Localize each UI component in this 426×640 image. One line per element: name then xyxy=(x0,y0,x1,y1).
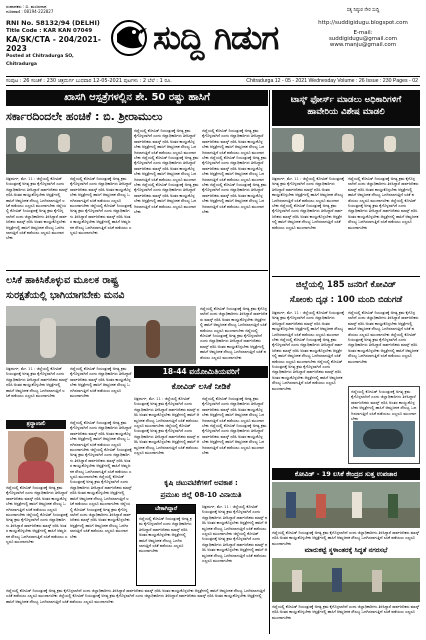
classified-ad-box xyxy=(136,504,196,586)
obituary-title: ಶ್ರದ್ಧಾಂಜಲಿ xyxy=(6,420,66,429)
email-1: suddigidugu@gmail.com xyxy=(328,36,398,42)
postal-reg: KA/SK/CTA - 204/2021-2023 xyxy=(6,35,101,53)
dateline-english: Chitradurga 12 - 05 - 2021 Wednesday Volume : 26 Issue : 230 Pages - 02 xyxy=(246,78,418,84)
bottom-text: ಜಿಲ್ಲೆಯಲ್ಲಿ ಕೋವಿಡ್ ನಿಯಂತ್ರಣಕ್ಕೆ ಅಗತ್ಯ ಕ್ರಮ ಕೈಗೊಳ್ಳಲಾಗಿದೆ ಎಂದು ಜಿಲ್ಲಾಧಿಕಾರಿಗಳು ತಿಳಿಸಿದ್ದಾರೆ ಸಾರ್ವಜನಿಕರು ಮಾಸ್ಕ್ ಧರಿಸಿ ಅಂತರ ಕಾಯ್ದುಕೊಳ್ಳಬೇಕು ಆಸ್ಪತ್ರೆಗಳಲ್ಲಿ ಹಾಸಿಗೆ ಆಮ್ಲಜನಕ ಸೌಲಭ್ಯ ಒದಗಿಸಲಾಗುತ್ತಿದೆ ಲಸಿಕೆ ಪಡೆಯಲು ಎಲ್ಲರೂ ಮುಂದಾಗಬೇಕು ಜಿಲ್ಲೆಯಲ್ಲಿ ಕೋವಿಡ್ ನಿಯಂತ್ರಣಕ್ಕೆ ಅಗತ್ಯ ಕ್ರಮ ಕೈಗೊಳ್ಳಲಾಗಿದೆ ಎಂದು ಜಿಲ್ಲಾಧಿಕಾರಿಗಳು ತಿಳಿಸಿದ್ದಾರೆ ಸಾರ್ವಜನಿಕರು ಮಾಸ್ಕ್ ಧರಿಸಿ ಅಂತರ ಕಾಯ್ದುಕೊಳ್ಳಬೇಕು ಆಸ್ಪತ್ರೆಗಳಲ್ಲಿ ಹಾಸಿಗೆ ಆಮ್ಲಜನಕ ಸೌಲಭ್ಯ ಒದಗಿಸಲಾಗುತ್ತಿದೆ ಲಸಿಕೆ ಪಡೆಯಲು ಎಲ್ಲರೂ ಮುಂದಾಗಬೇಕು xyxy=(6,588,265,604)
farm-headline-line2: ಪ್ರಮುಖ ಜಿಲ್ಲೆ 08-10 ವಿನಾಯಿತಿ xyxy=(160,491,242,499)
blog-url: http://suddigidugu.blogspot.com xyxy=(318,20,408,26)
masthead-right-info xyxy=(306,4,420,72)
vaccine-story-column-1: ಚಿತ್ರದುರ್ಗ, ಮೇ. 11 : ಜಿಲ್ಲೆಯಲ್ಲಿ ಕೋವಿಡ್ ನಿಯಂತ್ರಣಕ್ಕೆ ಅಗತ್ಯ ಕ್ರಮ ಕೈಗೊಳ್ಳಲಾಗಿದೆ ಎಂದು ಜಿಲ್ಲಾಧಿಕಾರಿಗಳು ತಿಳಿಸಿದ್ದಾರೆ ಸಾರ್ವಜನಿಕರು ಮಾಸ್ಕ್ ಧರಿಸಿ ಅಂತರ ಕಾಯ್ದುಕೊಳ್ಳಬೇಕು ಆಸ್ಪತ್ರೆಗಳಲ್ಲಿ ಹಾಸಿಗೆ ಆಮ್ಲಜನಕ ಸೌಲಭ್ಯ ಒದಗಿಸಲಾಗುತ್ತಿದೆ ಲಸಿಕೆ ಪಡೆಯಲು ಎಲ್ಲರೂ ಮುಂದಾಗಬೇಕು xyxy=(6,366,68,399)
story-column-1: ಚಿತ್ರದುರ್ಗ, ಮೇ. 11 : ಜಿಲ್ಲೆಯಲ್ಲಿ ಕೋವಿಡ್ ನಿಯಂತ್ರಣಕ್ಕೆ ಅಗತ್ಯ ಕ್ರಮ ಕೈಗೊಳ್ಳಲಾಗಿದೆ ಎಂದು ಜಿಲ್ಲಾಧಿಕಾರಿಗಳು ತಿಳಿಸಿದ್ದಾರೆ ಸಾರ್ವಜನಿಕರು ಮಾಸ್ಕ್ ಧರಿಸಿ ಅಂತರ ಕಾಯ್ದುಕೊಳ್ಳಬೇಕು ಆಸ್ಪತ್ರೆಗಳಲ್ಲಿ ಹಾಸಿಗೆ ಆಮ್ಲಜನಕ ಸೌಲಭ್ಯ ಒದಗಿಸಲಾಗುತ್ತಿದೆ ಲಸಿಕೆ ಪಡೆಯಲು ಎಲ್ಲರೂ ಮುಂದಾಗಬೇಕು ಜಿಲ್ಲೆಯಲ್ಲಿ ಕೋವಿಡ್ ನಿಯಂತ್ರಣಕ್ಕೆ ಅಗತ್ಯ ಕ್ರಮ ಕೈಗೊಳ್ಳಲಾಗಿದೆ ಎಂದು ಜಿಲ್ಲಾಧಿಕಾರಿಗಳು ತಿಳಿಸಿದ್ದಾರೆ ಸಾರ್ವಜನಿಕರು ಮಾಸ್ಕ್ ಧರಿಸಿ ಅಂತರ ಕಾಯ್ದುಕೊಳ್ಳಬೇಕು ಆಸ್ಪತ್ರೆಗಳಲ್ಲಿ ಹಾಸಿಗೆ ಆಮ್ಲಜನಕ ಸೌಲಭ್ಯ ಒದಗಿಸಲಾಗುತ್ತಿದೆ ಲಸಿಕೆ ಪಡೆಯಲು ಎಲ್ಲರೂ ಮುಂದಾಗಬೇಕು xyxy=(6,176,68,241)
column-divider xyxy=(269,90,270,634)
ad-title: ಬೇಕಾಗಿದ್ದಾರೆ xyxy=(137,505,195,514)
obituary-portrait xyxy=(8,431,64,483)
market-headline: ಮಾರುಕಟ್ಟೆ ಸ್ಥಳಾಂತರಕ್ಕೆ ಸಿದ್ಧತೆ ನಗರಸಭೆ xyxy=(304,546,388,554)
age-headline-line1: 18-44 ವಯೋಮಿತಿಯವರಿಗೆ xyxy=(134,366,268,378)
title-code: Title Code : KAR KAN 07049 xyxy=(6,27,93,34)
rni-number: RNI No. 58132/94 (DELHI) xyxy=(6,19,100,27)
masthead-left-info xyxy=(6,4,106,72)
story-column-2: ಜಿಲ್ಲೆಯಲ್ಲಿ ಕೋವಿಡ್ ನಿಯಂತ್ರಣಕ್ಕೆ ಅಗತ್ಯ ಕ್ರಮ ಕೈಗೊಳ್ಳಲಾಗಿದೆ ಎಂದು ಜಿಲ್ಲಾಧಿಕಾರಿಗಳು ತಿಳಿಸಿದ್ದಾರೆ ಸಾರ್ವಜನಿಕರು ಮಾಸ್ಕ್ ಧರಿಸಿ ಅಂತರ ಕಾಯ್ದುಕೊಳ್ಳಬೇಕು ಆಸ್ಪತ್ರೆಗಳಲ್ಲಿ ಹಾಸಿಗೆ ಆಮ್ಲಜನಕ ಸೌಲಭ್ಯ ಒದಗಿಸಲಾಗುತ್ತಿದೆ ಲಸಿಕೆ ಪಡೆಯಲು ಎಲ್ಲರೂ ಮುಂದಾಗಬೇಕು ಜಿಲ್ಲೆಯಲ್ಲಿ ಕೋವಿಡ್ ನಿಯಂತ್ರಣಕ್ಕೆ ಅಗತ್ಯ ಕ್ರಮ ಕೈಗೊಳ್ಳಲಾಗಿದೆ ಎಂದು ಜಿಲ್ಲಾಧಿಕಾರಿಗಳು ತಿಳಿಸಿದ್ದಾರೆ ಸಾರ್ವಜನಿಕರು ಮಾಸ್ಕ್ ಧರಿಸಿ ಅಂತರ ಕಾಯ್ದುಕೊಳ್ಳಬೇಕು ಆಸ್ಪತ್ರೆಗಳಲ್ಲಿ ಹಾಸಿಗೆ ಆಮ್ಲಜನಕ ಸೌಲಭ್ಯ ಒದಗಿಸಲಾಗುತ್ತಿದೆ ಲಸಿಕೆ ಪಡೆಯಲು ಎಲ್ಲರೂ ಮುಂದಾಗಬೇಕು xyxy=(70,176,132,236)
awareness-poster xyxy=(348,386,420,464)
vaccine-side-text: ಜಿಲ್ಲೆಯಲ್ಲಿ ಕೋವಿಡ್ ನಿಯಂತ್ರಣಕ್ಕೆ ಅಗತ್ಯ ಕ್ರಮ ಕೈಗೊಳ್ಳಲಾಗಿದೆ ಎಂದು ಜಿಲ್ಲಾಧಿಕಾರಿಗಳು ತಿಳಿಸಿದ್ದಾರೆ ಸಾರ್ವಜನಿಕರು ಮಾಸ್ಕ್ ಧರಿಸಿ ಅಂತರ ಕಾಯ್ದುಕೊಳ್ಳಬೇಕು ಆಸ್ಪತ್ರೆಗಳಲ್ಲಿ ಹಾಸಿಗೆ ಆಮ್ಲಜನಕ ಸೌಲಭ್ಯ ಒದಗಿಸಲಾಗುತ್ತಿದೆ ಲಸಿಕೆ ಪಡೆಯಲು ಎಲ್ಲರೂ ಮುಂದಾಗಬೇಕು ಜಿಲ್ಲೆಯಲ್ಲಿ ಕೋವಿಡ್ ನಿಯಂತ್ರಣಕ್ಕೆ ಅಗತ್ಯ ಕ್ರಮ ಕೈಗೊಳ್ಳಲಾಗಿದೆ ಎಂದು ಜಿಲ್ಲಾಧಿಕಾರಿಗಳು ತಿಳಿಸಿದ್ದಾರೆ ಸಾರ್ವಜನಿಕರು ಮಾಸ್ಕ್ ಧರಿಸಿ ಅಂತರ ಕಾಯ್ದುಕೊಳ್ಳಬೇಕು ಆಸ್ಪತ್ರೆಗಳಲ್ಲಿ ಹಾಸಿಗೆ ಆಮ್ಲಜನಕ ಸೌಲಭ್ಯ ಒದಗಿಸಲಾಗುತ್ತಿದೆ ಲಸಿಕೆ ಪಡೆಯಲು ಎಲ್ಲರೂ ಮುಂದಾಗಬೇಕು xyxy=(200,306,268,360)
vaccine-center-photo xyxy=(272,482,420,528)
main-headline-line1: ಖಾಸಗಿ ಆಸ್ಪತ್ರೆಗಳಲ್ಲಿನ ಶೇ. 50 ರಷ್ಟು ಹಾಸಿಗೆ xyxy=(6,90,268,106)
email-2: www.manju@gmail.com xyxy=(329,42,397,48)
ad-text: ಜಿಲ್ಲೆಯಲ್ಲಿ ಕೋವಿಡ್ ನಿಯಂತ್ರಣಕ್ಕೆ ಅಗತ್ಯ ಕ್ರಮ ಕೈಗೊಳ್ಳಲಾಗಿದೆ ಎಂದು ಜಿಲ್ಲಾಧಿಕಾರಿಗಳು ತಿಳಿಸಿದ್ದಾರೆ ಸಾರ್ವಜನಿಕರು ಮಾಸ್ಕ್ ಧರಿಸಿ ಅಂತರ ಕಾಯ್ದುಕೊಳ್ಳಬೇಕು ಆಸ್ಪತ್ರೆಗಳಲ್ಲಿ ಹಾಸಿಗೆ ಆಮ್ಲಜನಕ ಸೌಲಭ್ಯ ಒದಗಿಸಲಾಗುತ್ತಿದೆ ಲಸಿಕೆ ಪಡೆಯಲು ಎಲ್ಲರೂ ಮುಂದಾಗಬೇಕು xyxy=(139,516,192,554)
right-bottom-headline: ಕೋವಿಡ್ - 19 ಲಸಿಕೆ ಕೇಂದ್ರದ ಸುತ್ತ ಉಪಚಾರ xyxy=(272,468,420,480)
vaccination-photo xyxy=(6,306,196,364)
vaccine-story-column-2: ಜಿಲ್ಲೆಯಲ್ಲಿ ಕೋವಿಡ್ ನಿಯಂತ್ರಣಕ್ಕೆ ಅಗತ್ಯ ಕ್ರಮ ಕೈಗೊಳ್ಳಲಾಗಿದೆ ಎಂದು ಜಿಲ್ಲಾಧಿಕಾರಿಗಳು ತಿಳಿಸಿದ್ದಾರೆ ಸಾರ್ವಜನಿಕರು ಮಾಸ್ಕ್ ಧರಿಸಿ ಅಂತರ ಕಾಯ್ದುಕೊಳ್ಳಬೇಕು ಆಸ್ಪತ್ರೆಗಳಲ್ಲಿ ಹಾಸಿಗೆ ಆಮ್ಲಜನಕ ಸೌಲಭ್ಯ ಒದಗಿಸಲಾಗುತ್ತಿದೆ ಲಸಿಕೆ ಪಡೆಯಲು ಎಲ್ಲರೂ ಮುಂದಾಗಬೇಕು xyxy=(70,366,132,399)
right-story-column-2: ಜಿಲ್ಲೆಯಲ್ಲಿ ಕೋವಿಡ್ ನಿಯಂತ್ರಣಕ್ಕೆ ಅಗತ್ಯ ಕ್ರಮ ಕೈಗೊಳ್ಳಲಾಗಿದೆ ಎಂದು ಜಿಲ್ಲಾಧಿಕಾರಿಗಳು ತಿಳಿಸಿದ್ದಾರೆ ಸಾರ್ವಜನಿಕರು ಮಾಸ್ಕ್ ಧರಿಸಿ ಅಂತರ ಕಾಯ್ದುಕೊಳ್ಳಬೇಕು ಆಸ್ಪತ್ರೆಗಳಲ್ಲಿ ಹಾಸಿಗೆ ಆಮ್ಲಜನಕ ಸೌಲಭ್ಯ ಒದಗಿಸಲಾಗುತ್ತಿದೆ ಲಸಿಕೆ ಪಡೆಯಲು ಎಲ್ಲರೂ ಮುಂದಾಗಬೇಕು ಜಿಲ್ಲೆಯಲ್ಲಿ ಕೋವಿಡ್ ನಿಯಂತ್ರಣಕ್ಕೆ ಅಗತ್ಯ ಕ್ರಮ ಕೈಗೊಳ್ಳಲಾಗಿದೆ ಎಂದು ಜಿಲ್ಲಾಧಿಕಾರಿಗಳು ತಿಳಿಸಿದ್ದಾರೆ ಸಾರ್ವಜನಿಕರು ಮಾಸ್ಕ್ ಧರಿಸಿ ಅಂತರ ಕಾಯ್ದುಕೊಳ್ಳಬೇಕು ಆಸ್ಪತ್ರೆಗಳಲ್ಲಿ ಹಾಸಿಗೆ ಆಮ್ಲಜನಕ ಸೌಲಭ್ಯ ಒದಗಿಸಲಾಗುತ್ತಿದೆ ಲಸಿಕೆ ಪಡೆಯಲು ಎಲ್ಲರೂ ಮುಂದಾಗಬೇಕು xyxy=(348,176,419,230)
byline: ಚಿತ್ರದುರ್ಗ, ಮೇ. 11 : xyxy=(6,176,36,181)
farm-headline-line1: ಕೃಷಿ ಚಟುವಟಿಕೆಗಳಿಗೆ ಅವಕಾಶ : xyxy=(164,479,238,487)
covid-story-column-2: ಜಿಲ್ಲೆಯಲ್ಲಿ ಕೋವಿಡ್ ನಿಯಂತ್ರಣಕ್ಕೆ ಅಗತ್ಯ ಕ್ರಮ ಕೈಗೊಳ್ಳಲಾಗಿದೆ ಎಂದು ಜಿಲ್ಲಾಧಿಕಾರಿಗಳು ತಿಳಿಸಿದ್ದಾರೆ ಸಾರ್ವಜನಿಕರು ಮಾಸ್ಕ್ ಧರಿಸಿ ಅಂತರ ಕಾಯ್ದುಕೊಳ್ಳಬೇಕು ಆಸ್ಪತ್ರೆಗಳಲ್ಲಿ ಹಾಸಿಗೆ ಆಮ್ಲಜನಕ ಸೌಲಭ್ಯ ಒದಗಿಸಲಾಗುತ್ತಿದೆ ಲಸಿಕೆ ಪಡೆಯಲು ಎಲ್ಲರೂ ಮುಂದಾಗಬೇಕು ಜಿಲ್ಲೆಯಲ್ಲಿ ಕೋವಿಡ್ ನಿಯಂತ್ರಣಕ್ಕೆ ಅಗತ್ಯ ಕ್ರಮ ಕೈಗೊಳ್ಳಲಾಗಿದೆ ಎಂದು ಜಿಲ್ಲಾಧಿಕಾರಿಗಳು ತಿಳಿಸಿದ್ದಾರೆ ಸಾರ್ವಜನಿಕರು ಮಾಸ್ಕ್ ಧರಿಸಿ ಅಂತರ ಕಾಯ್ದುಕೊಳ್ಳಬೇಕು ಆಸ್ಪತ್ರೆಗಳಲ್ಲಿ ಹಾಸಿಗೆ ಆಮ್ಲಜನಕ ಸೌಲಭ್ಯ ಒದಗಿಸಲಾಗುತ್ತಿದೆ ಲಸಿಕೆ ಪಡೆಯಲು ಎಲ್ಲರೂ ಮುಂದಾಗಬೇಕು xyxy=(348,310,419,364)
meeting-photo-1 xyxy=(6,128,132,174)
main-headline-line2: ಸರ್ಕಾರದಿಂದಲೇ ಹಂಚಿಕೆ : ಬಿ. ಶ್ರೀರಾಮುಲು xyxy=(6,110,163,123)
covid-headline-line2: ಸೋಂಕು ದೃಢ : 100 ಮಂದಿ ಬಿಡುಗಡೆ xyxy=(289,295,403,305)
logo-title: ಸುದ್ದಿ ಗಿಡುಗ xyxy=(153,18,279,57)
age-story-column-1: ಚಿತ್ರದುರ್ಗ, ಮೇ. 11 : ಜಿಲ್ಲೆಯಲ್ಲಿ ಕೋವಿಡ್ ನಿಯಂತ್ರಣಕ್ಕೆ ಅಗತ್ಯ ಕ್ರಮ ಕೈಗೊಳ್ಳಲಾಗಿದೆ ಎಂದು ಜಿಲ್ಲಾಧಿಕಾರಿಗಳು ತಿಳಿಸಿದ್ದಾರೆ ಸಾರ್ವಜನಿಕರು ಮಾಸ್ಕ್ ಧರಿಸಿ ಅಂತರ ಕಾಯ್ದುಕೊಳ್ಳಬೇಕು ಆಸ್ಪತ್ರೆಗಳಲ್ಲಿ ಹಾಸಿಗೆ ಆಮ್ಲಜನಕ ಸೌಲಭ್ಯ ಒದಗಿಸಲಾಗುತ್ತಿದೆ ಲಸಿಕೆ ಪಡೆಯಲು ಎಲ್ಲರೂ ಮುಂದಾಗಬೇಕು ಜಿಲ್ಲೆಯಲ್ಲಿ ಕೋವಿಡ್ ನಿಯಂತ್ರಣಕ್ಕೆ ಅಗತ್ಯ ಕ್ರಮ ಕೈಗೊಳ್ಳಲಾಗಿದೆ ಎಂದು ಜಿಲ್ಲಾಧಿಕಾರಿಗಳು ತಿಳಿಸಿದ್ದಾರೆ ಸಾರ್ವಜನಿಕರು ಮಾಸ್ಕ್ ಧರಿಸಿ ಅಂತರ ಕಾಯ್ದುಕೊಳ್ಳಬೇಕು ಆಸ್ಪತ್ರೆಗಳಲ್ಲಿ ಹಾಸಿಗೆ ಆಮ್ಲಜನಕ ಸೌಲಭ್ಯ ಒದಗಿಸಲಾಗುತ್ತಿದೆ ಲಸಿಕೆ ಪಡೆಯಲು ಎಲ್ಲರೂ ಮುಂದಾಗಬೇಕು xyxy=(134,396,200,456)
editor-line: ಸಂಪಾದಕರು : ಬಿ. ಮಂಜುನಾಥ xyxy=(6,4,47,9)
posted-at: Posted at Chitradurga SO, Chitradurga xyxy=(6,54,74,67)
story-column-4: ಜಿಲ್ಲೆಯಲ್ಲಿ ಕೋವಿಡ್ ನಿಯಂತ್ರಣಕ್ಕೆ ಅಗತ್ಯ ಕ್ರಮ ಕೈಗೊಳ್ಳಲಾಗಿದೆ ಎಂದು ಜಿಲ್ಲಾಧಿಕಾರಿಗಳು ತಿಳಿಸಿದ್ದಾರೆ ಸಾರ್ವಜನಿಕರು ಮಾಸ್ಕ್ ಧರಿಸಿ ಅಂತರ ಕಾಯ್ದುಕೊಳ್ಳಬೇಕು ಆಸ್ಪತ್ರೆಗಳಲ್ಲಿ ಹಾಸಿಗೆ ಆಮ್ಲಜನಕ ಸೌಲಭ್ಯ ಒದಗಿಸಲಾಗುತ್ತಿದೆ ಲಸಿಕೆ ಪಡೆಯಲು ಎಲ್ಲರೂ ಮುಂದಾಗಬೇಕು ಜಿಲ್ಲೆಯಲ್ಲಿ ಕೋವಿಡ್ ನಿಯಂತ್ರಣಕ್ಕೆ ಅಗತ್ಯ ಕ್ರಮ ಕೈಗೊಳ್ಳಲಾಗಿದೆ ಎಂದು ಜಿಲ್ಲಾಧಿಕಾರಿಗಳು ತಿಳಿಸಿದ್ದಾರೆ ಸಾರ್ವಜನಿಕರು ಮಾಸ್ಕ್ ಧರಿಸಿ ಅಂತರ ಕಾಯ್ದುಕೊಳ್ಳಬೇಕು ಆಸ್ಪತ್ರೆಗಳಲ್ಲಿ ಹಾಸಿಗೆ ಆಮ್ಲಜನಕ ಸೌಲಭ್ಯ ಒದಗಿಸಲಾಗುತ್ತಿದೆ ಲಸಿಕೆ ಪಡೆಯಲು ಎಲ್ಲರೂ ಮುಂದಾಗಬೇಕು ಜಿಲ್ಲೆಯಲ್ಲಿ ಕೋವಿಡ್ ನಿಯಂತ್ರಣಕ್ಕೆ ಅಗತ್ಯ ಕ್ರಮ ಕೈಗೊಳ್ಳಲಾಗಿದೆ ಎಂದು ಜಿಲ್ಲಾಧಿಕಾರಿಗಳು ತಿಳಿಸಿದ್ದಾರೆ ಸಾರ್ವಜನಿಕರು ಮಾಸ್ಕ್ ಧರಿಸಿ ಅಂತರ ಕಾಯ್ದುಕೊಳ್ಳಬೇಕು ಆಸ್ಪತ್ರೆಗಳಲ್ಲಿ ಹಾಸಿಗೆ ಆಮ್ಲಜನಕ ಸೌಲಭ್ಯ ಒದಗಿಸಲಾಗುತ್ತಿದೆ ಲಸಿಕೆ ಪಡೆಯಲು ಎಲ್ಲರೂ ಮುಂದಾಗಬೇಕು xyxy=(202,128,267,215)
covid-story-column-1: ಚಿತ್ರದುರ್ಗ, ಮೇ. 11 : ಜಿಲ್ಲೆಯಲ್ಲಿ ಕೋವಿಡ್ ನಿಯಂತ್ರಣಕ್ಕೆ ಅಗತ್ಯ ಕ್ರಮ ಕೈಗೊಳ್ಳಲಾಗಿದೆ ಎಂದು ಜಿಲ್ಲಾಧಿಕಾರಿಗಳು ತಿಳಿಸಿದ್ದಾರೆ ಸಾರ್ವಜನಿಕರು ಮಾಸ್ಕ್ ಧರಿಸಿ ಅಂತರ ಕಾಯ್ದುಕೊಳ್ಳಬೇಕು ಆಸ್ಪತ್ರೆಗಳಲ್ಲಿ ಹಾಸಿಗೆ ಆಮ್ಲಜನಕ ಸೌಲಭ್ಯ ಒದಗಿಸಲಾಗುತ್ತಿದೆ ಲಸಿಕೆ ಪಡೆಯಲು ಎಲ್ಲರೂ ಮುಂದಾಗಬೇಕು ಜಿಲ್ಲೆಯಲ್ಲಿ ಕೋವಿಡ್ ನಿಯಂತ್ರಣಕ್ಕೆ ಅಗತ್ಯ ಕ್ರಮ ಕೈಗೊಳ್ಳಲಾಗಿದೆ ಎಂದು ಜಿಲ್ಲಾಧಿಕಾರಿಗಳು ತಿಳಿಸಿದ್ದಾರೆ ಸಾರ್ವಜನಿಕರು ಮಾಸ್ಕ್ ಧರಿಸಿ ಅಂತರ ಕಾಯ್ದುಕೊಳ್ಳಬೇಕು ಆಸ್ಪತ್ರೆಗಳಲ್ಲಿ ಹಾಸಿಗೆ ಆಮ್ಲಜನಕ ಸೌಲಭ್ಯ ಒದಗಿಸಲಾಗುತ್ತಿದೆ ಲಸಿಕೆ ಪಡೆಯಲು ಎಲ್ಲರೂ ಮುಂದಾಗಬೇಕು ಜಿಲ್ಲೆಯಲ್ಲಿ ಕೋವಿಡ್ ನಿಯಂತ್ರಣಕ್ಕೆ ಅಗತ್ಯ ಕ್ರಮ ಕೈಗೊಳ್ಳಲಾಗಿದೆ ಎಂದು ಜಿಲ್ಲಾಧಿಕಾರಿಗಳು ತಿಳಿಸಿದ್ದಾರೆ ಸಾರ್ವಜನಿಕರು ಮಾಸ್ಕ್ ಧರಿಸಿ ಅಂತರ ಕಾಯ್ದುಕೊಳ್ಳಬೇಕು ಆಸ್ಪತ್ರೆಗಳಲ್ಲಿ ಹಾಸಿಗೆ ಆಮ್ಲಜನಕ ಸೌಲಭ್ಯ ಒದಗಿಸಲಾಗುತ್ತಿದೆ ಲಸಿಕೆ ಪಡೆಯಲು ಎಲ್ಲರೂ ಮುಂದಾಗಬೇಕು xyxy=(272,310,345,391)
meeting-photo-2 xyxy=(272,128,420,174)
poster-image xyxy=(353,421,415,457)
story-column-3: ಜಿಲ್ಲೆಯಲ್ಲಿ ಕೋವಿಡ್ ನಿಯಂತ್ರಣಕ್ಕೆ ಅಗತ್ಯ ಕ್ರಮ ಕೈಗೊಳ್ಳಲಾಗಿದೆ ಎಂದು ಜಿಲ್ಲಾಧಿಕಾರಿಗಳು ತಿಳಿಸಿದ್ದಾರೆ ಸಾರ್ವಜನಿಕರು ಮಾಸ್ಕ್ ಧರಿಸಿ ಅಂತರ ಕಾಯ್ದುಕೊಳ್ಳಬೇಕು ಆಸ್ಪತ್ರೆಗಳಲ್ಲಿ ಹಾಸಿಗೆ ಆಮ್ಲಜನಕ ಸೌಲಭ್ಯ ಒದಗಿಸಲಾಗುತ್ತಿದೆ ಲಸಿಕೆ ಪಡೆಯಲು ಎಲ್ಲರೂ ಮುಂದಾಗಬೇಕು ಜಿಲ್ಲೆಯಲ್ಲಿ ಕೋವಿಡ್ ನಿಯಂತ್ರಣಕ್ಕೆ ಅಗತ್ಯ ಕ್ರಮ ಕೈಗೊಳ್ಳಲಾಗಿದೆ ಎಂದು ಜಿಲ್ಲಾಧಿಕಾರಿಗಳು ತಿಳಿಸಿದ್ದಾರೆ ಸಾರ್ವಜನಿಕರು ಮಾಸ್ಕ್ ಧರಿಸಿ ಅಂತರ ಕಾಯ್ದುಕೊಳ್ಳಬೇಕು ಆಸ್ಪತ್ರೆಗಳಲ್ಲಿ ಹಾಸಿಗೆ ಆಮ್ಲಜನಕ ಸೌಲಭ್ಯ ಒದಗಿಸಲಾಗುತ್ತಿದೆ ಲಸಿಕೆ ಪಡೆಯಲು ಎಲ್ಲರೂ ಮುಂದಾಗಬೇಕು ಜಿಲ್ಲೆಯಲ್ಲಿ ಕೋವಿಡ್ ನಿಯಂತ್ರಣಕ್ಕೆ ಅಗತ್ಯ ಕ್ರಮ ಕೈಗೊಳ್ಳಲಾಗಿದೆ ಎಂದು ಜಿಲ್ಲಾಧಿಕಾರಿಗಳು ತಿಳಿಸಿದ್ದಾರೆ ಸಾರ್ವಜನಿಕರು ಮಾಸ್ಕ್ ಧರಿಸಿ ಅಂತರ ಕಾಯ್ದುಕೊಳ್ಳಬೇಕು ಆಸ್ಪತ್ರೆಗಳಲ್ಲಿ ಹಾಸಿಗೆ ಆಮ್ಲಜನಕ ಸೌಲಭ್ಯ ಒದಗಿಸಲಾಗುತ್ತಿದೆ ಲಸಿಕೆ ಪಡೆಯಲು ಎಲ್ಲರೂ ಮುಂದಾಗಬೇಕು xyxy=(134,128,199,215)
motto: ಸತ್ಯ ನಿಷ್ಠುರ ನೇರ ಸುದ್ದಿ xyxy=(346,8,380,13)
phone-line: ದೂರವಾಣಿ : 08194-222827 xyxy=(6,9,54,14)
vaccine-headline-line1: ಲಸಿಕೆ ಹಾಕಿಸಿಕೊಳ್ಳುವ ಮೂಲಕ ರಾಷ್ಟ್ರ xyxy=(6,275,119,286)
right-bottom-text: ಜಿಲ್ಲೆಯಲ್ಲಿ ಕೋವಿಡ್ ನಿಯಂತ್ರಣಕ್ಕೆ ಅಗತ್ಯ ಕ್ರಮ ಕೈಗೊಳ್ಳಲಾಗಿದೆ ಎಂದು ಜಿಲ್ಲಾಧಿಕಾರಿಗಳು ತಿಳಿಸಿದ್ದಾರೆ ಸಾರ್ವಜನಿಕರು ಮಾಸ್ಕ್ ಧರಿಸಿ ಅಂತರ ಕಾಯ್ದುಕೊಳ್ಳಬೇಕು ಆಸ್ಪತ್ರೆಗಳಲ್ಲಿ ಹಾಸಿಗೆ ಆಮ್ಲಜನಕ ಸೌಲಭ್ಯ ಒದಗಿಸಲಾಗುತ್ತಿದೆ ಲಸಿಕೆ ಪಡೆಯಲು ಎಲ್ಲರೂ ಮುಂದಾಗಬೇಕು xyxy=(272,530,420,546)
age-headline-line2: ಕೋವಿಡ್ ಲಸಿಕೆ ನೀಡಿಕೆ xyxy=(171,382,231,391)
email-label: E-mail: xyxy=(353,30,373,36)
market-photo xyxy=(272,558,420,602)
dateline-kannada: ಸಂಪುಟ : 26 ಸಂಚಿಕೆ : 230 ಚಿತ್ರದುರ್ಗ ಬುಧವಾರ 12-05-2021 ಪುಟಗಳು : 2 ಬೆಲೆ : 1 ರೂ. xyxy=(6,78,172,84)
right-top-headline: ಟಾಸ್ಕ್ ಫೋರ್ಸ್ ಮಾಡಲು ಅಧಿಕಾರಿಗಳಿಗೆ ಹಾವೇರಿಯ ವಿಶೇಷ ಮಾಡಲಿ xyxy=(272,90,420,126)
divider xyxy=(272,276,420,277)
covid-headline-line1: ಜಿಲ್ಲೆಯಲ್ಲಿ 185 ಜನರಿಗೆ ಕೋವಿಡ್ xyxy=(295,280,397,290)
poster-text: ಜಿಲ್ಲೆಯಲ್ಲಿ ಕೋವಿಡ್ ನಿಯಂತ್ರಣಕ್ಕೆ ಅಗತ್ಯ ಕ್ರಮ ಕೈಗೊಳ್ಳಲಾಗಿದೆ ಎಂದು ಜಿಲ್ಲಾಧಿಕಾರಿಗಳು ತಿಳಿಸಿದ್ದಾರೆ ಸಾರ್ವಜನಿಕರು ಮಾಸ್ಕ್ ಧರಿಸಿ ಅಂತರ ಕಾಯ್ದುಕೊಳ್ಳಬೇಕು ಆಸ್ಪತ್ರೆಗಳಲ್ಲಿ ಹಾಸಿಗೆ ಆಮ್ಲಜನಕ ಸೌಲಭ್ಯ ಒದಗಿಸಲಾಗುತ್ತಿದೆ ಲಸಿಕೆ ಪಡೆಯಲು ಎಲ್ಲರೂ ಮುಂದಾಗಬೇಕು xyxy=(351,389,417,422)
vaccine-headline-line2: ಸುರಕ್ಷತೆಯಲ್ಲಿ ಭಾಗಿಯಾಗಬೇಕು ಮನವಿ xyxy=(6,290,125,301)
column-misc: ಜಿಲ್ಲೆಯಲ್ಲಿ ಕೋವಿಡ್ ನಿಯಂತ್ರಣಕ್ಕೆ ಅಗತ್ಯ ಕ್ರಮ ಕೈಗೊಳ್ಳಲಾಗಿದೆ ಎಂದು ಜಿಲ್ಲಾಧಿಕಾರಿಗಳು ತಿಳಿಸಿದ್ದಾರೆ ಸಾರ್ವಜನಿಕರು ಮಾಸ್ಕ್ ಧರಿಸಿ ಅಂತರ ಕಾಯ್ದುಕೊಳ್ಳಬೇಕು ಆಸ್ಪತ್ರೆಗಳಲ್ಲಿ ಹಾಸಿಗೆ ಆಮ್ಲಜನಕ ಸೌಲಭ್ಯ ಒದಗಿಸಲಾಗುತ್ತಿದೆ ಲಸಿಕೆ ಪಡೆಯಲು ಎಲ್ಲರೂ ಮುಂದಾಗಬೇಕು ಜಿಲ್ಲೆಯಲ್ಲಿ ಕೋವಿಡ್ ನಿಯಂತ್ರಣಕ್ಕೆ ಅಗತ್ಯ ಕ್ರಮ ಕೈಗೊಳ್ಳಲಾಗಿದೆ ಎಂದು ಜಿಲ್ಲಾಧಿಕಾರಿಗಳು ತಿಳಿಸಿದ್ದಾರೆ ಸಾರ್ವಜನಿಕರು ಮಾಸ್ಕ್ ಧರಿಸಿ ಅಂತರ ಕಾಯ್ದುಕೊಳ್ಳಬೇಕು ಆಸ್ಪತ್ರೆಗಳಲ್ಲಿ ಹಾಸಿಗೆ ಆಮ್ಲಜನಕ ಸೌಲಭ್ಯ ಒದಗಿಸಲಾಗುತ್ತಿದೆ ಲಸಿಕೆ ಪಡೆಯಲು ಎಲ್ಲರೂ ಮುಂದಾಗಬೇಕು ಜಿಲ್ಲೆಯಲ್ಲಿ ಕೋವಿಡ್ ನಿಯಂತ್ರಣಕ್ಕೆ ಅಗತ್ಯ ಕ್ರಮ ಕೈಗೊಳ್ಳಲಾಗಿದೆ ಎಂದು ಜಿಲ್ಲಾಧಿಕಾರಿಗಳು ತಿಳಿಸಿದ್ದಾರೆ ಸಾರ್ವಜನಿಕರು ಮಾಸ್ಕ್ ಧರಿಸಿ ಅಂತರ ಕಾಯ್ದುಕೊಳ್ಳಬೇಕು ಆಸ್ಪತ್ರೆಗಳಲ್ಲಿ ಹಾಸಿಗೆ ಆಮ್ಲಜನಕ ಸೌಲಭ್ಯ ಒದಗಿಸಲಾಗುತ್ತಿದೆ ಲಸಿಕೆ ಪಡೆಯಲು ಎಲ್ಲರೂ ಮುಂದಾಗಬೇಕು ಜಿಲ್ಲೆಯಲ್ಲಿ ಕೋವಿಡ್ ನಿಯಂತ್ರಣಕ್ಕೆ ಅಗತ್ಯ ಕ್ರಮ ಕೈಗೊಳ್ಳಲಾಗಿದೆ ಎಂದು ಜಿಲ್ಲಾಧಿಕಾರಿಗಳು ತಿಳಿಸಿದ್ದಾರೆ ಸಾರ್ವಜನಿಕರು ಮಾಸ್ಕ್ ಧರಿಸಿ ಅಂತರ ಕಾಯ್ದುಕೊಳ್ಳಬೇಕು ಆಸ್ಪತ್ರೆಗಳಲ್ಲಿ ಹಾಸಿಗೆ ಆಮ್ಲಜನಕ ಸೌಲಭ್ಯ ಒದಗಿಸಲಾಗುತ್ತಿದೆ ಲಸಿಕೆ ಪಡೆಯಲು ಎಲ್ಲರೂ ಮುಂದಾಗಬೇಕು xyxy=(70,420,132,539)
obituary-text: ಜಿಲ್ಲೆಯಲ್ಲಿ ಕೋವಿಡ್ ನಿಯಂತ್ರಣಕ್ಕೆ ಅಗತ್ಯ ಕ್ರಮ ಕೈಗೊಳ್ಳಲಾಗಿದೆ ಎಂದು ಜಿಲ್ಲಾಧಿಕಾರಿಗಳು ತಿಳಿಸಿದ್ದಾರೆ ಸಾರ್ವಜನಿಕರು ಮಾಸ್ಕ್ ಧರಿಸಿ ಅಂತರ ಕಾಯ್ದುಕೊಳ್ಳಬೇಕು ಆಸ್ಪತ್ರೆಗಳಲ್ಲಿ ಹಾಸಿಗೆ ಆಮ್ಲಜನಕ ಸೌಲಭ್ಯ ಒದಗಿಸಲಾಗುತ್ತಿದೆ ಲಸಿಕೆ ಪಡೆಯಲು ಎಲ್ಲರೂ ಮುಂದಾಗಬೇಕು ಜಿಲ್ಲೆಯಲ್ಲಿ ಕೋವಿಡ್ ನಿಯಂತ್ರಣಕ್ಕೆ ಅಗತ್ಯ ಕ್ರಮ ಕೈಗೊಳ್ಳಲಾಗಿದೆ ಎಂದು ಜಿಲ್ಲಾಧಿಕಾರಿಗಳು ತಿಳಿಸಿದ್ದಾರೆ ಸಾರ್ವಜನಿಕರು ಮಾಸ್ಕ್ ಧರಿಸಿ ಅಂತರ ಕಾಯ್ದುಕೊಳ್ಳಬೇಕು ಆಸ್ಪತ್ರೆಗಳಲ್ಲಿ ಹಾಸಿಗೆ ಆಮ್ಲಜನಕ ಸೌಲಭ್ಯ ಒದಗಿಸಲಾಗುತ್ತಿದೆ ಲಸಿಕೆ ಪಡೆಯಲು ಎಲ್ಲರೂ ಮುಂದಾಗಬೇಕು xyxy=(6,485,68,545)
farm-story-column: ಚಿತ್ರದುರ್ಗ, ಮೇ. 11 : ಜಿಲ್ಲೆಯಲ್ಲಿ ಕೋವಿಡ್ ನಿಯಂತ್ರಣಕ್ಕೆ ಅಗತ್ಯ ಕ್ರಮ ಕೈಗೊಳ್ಳಲಾಗಿದೆ ಎಂದು ಜಿಲ್ಲಾಧಿಕಾರಿಗಳು ತಿಳಿಸಿದ್ದಾರೆ ಸಾರ್ವಜನಿಕರು ಮಾಸ್ಕ್ ಧರಿಸಿ ಅಂತರ ಕಾಯ್ದುಕೊಳ್ಳಬೇಕು ಆಸ್ಪತ್ರೆಗಳಲ್ಲಿ ಹಾಸಿಗೆ ಆಮ್ಲಜನಕ ಸೌಲಭ್ಯ ಒದಗಿಸಲಾಗುತ್ತಿದೆ ಲಸಿಕೆ ಪಡೆಯಲು ಎಲ್ಲರೂ ಮುಂದಾಗಬೇಕು ಜಿಲ್ಲೆಯಲ್ಲಿ ಕೋವಿಡ್ ನಿಯಂತ್ರಣಕ್ಕೆ ಅಗತ್ಯ ಕ್ರಮ ಕೈಗೊಳ್ಳಲಾಗಿದೆ ಎಂದು ಜಿಲ್ಲಾಧಿಕಾರಿಗಳು ತಿಳಿಸಿದ್ದಾರೆ ಸಾರ್ವಜನಿಕರು ಮಾಸ್ಕ್ ಧರಿಸಿ ಅಂತರ ಕಾಯ್ದುಕೊಳ್ಳಬೇಕು ಆಸ್ಪತ್ರೆಗಳಲ್ಲಿ ಹಾಸಿಗೆ ಆಮ್ಲಜನಕ ಸೌಲಭ್ಯ ಒದಗಿಸಲಾಗುತ್ತಿದೆ ಲಸಿಕೆ ಪಡೆಯಲು ಎಲ್ಲರೂ ಮುಂದಾಗಬೇಕು xyxy=(202,504,268,564)
newspaper-page xyxy=(6,4,420,636)
divider xyxy=(6,270,268,271)
age-story-column-2: ಜಿಲ್ಲೆಯಲ್ಲಿ ಕೋವಿಡ್ ನಿಯಂತ್ರಣಕ್ಕೆ ಅಗತ್ಯ ಕ್ರಮ ಕೈಗೊಳ್ಳಲಾಗಿದೆ ಎಂದು ಜಿಲ್ಲಾಧಿಕಾರಿಗಳು ತಿಳಿಸಿದ್ದಾರೆ ಸಾರ್ವಜನಿಕರು ಮಾಸ್ಕ್ ಧರಿಸಿ ಅಂತರ ಕಾಯ್ದುಕೊಳ್ಳಬೇಕು ಆಸ್ಪತ್ರೆಗಳಲ್ಲಿ ಹಾಸಿಗೆ ಆಮ್ಲಜನಕ ಸೌಲಭ್ಯ ಒದಗಿಸಲಾಗುತ್ತಿದೆ ಲಸಿಕೆ ಪಡೆಯಲು ಎಲ್ಲರೂ ಮುಂದಾಗಬೇಕು ಜಿಲ್ಲೆಯಲ್ಲಿ ಕೋವಿಡ್ ನಿಯಂತ್ರಣಕ್ಕೆ ಅಗತ್ಯ ಕ್ರಮ ಕೈಗೊಳ್ಳಲಾಗಿದೆ ಎಂದು ಜಿಲ್ಲಾಧಿಕಾರಿಗಳು ತಿಳಿಸಿದ್ದಾರೆ ಸಾರ್ವಜನಿಕರು ಮಾಸ್ಕ್ ಧರಿಸಿ ಅಂತರ ಕಾಯ್ದುಕೊಳ್ಳಬೇಕು ಆಸ್ಪತ್ರೆಗಳಲ್ಲಿ ಹಾಸಿಗೆ ಆಮ್ಲಜನಕ ಸೌಲಭ್ಯ ಒದಗಿಸಲಾಗುತ್ತಿದೆ ಲಸಿಕೆ ಪಡೆಯಲು ಎಲ್ಲರೂ ಮುಂದಾಗಬೇಕು xyxy=(202,396,267,456)
market-text: ಜಿಲ್ಲೆಯಲ್ಲಿ ಕೋವಿಡ್ ನಿಯಂತ್ರಣಕ್ಕೆ ಅಗತ್ಯ ಕ್ರಮ ಕೈಗೊಳ್ಳಲಾಗಿದೆ ಎಂದು ಜಿಲ್ಲಾಧಿಕಾರಿಗಳು ತಿಳಿಸಿದ್ದಾರೆ ಸಾರ್ವಜನಿಕರು ಮಾಸ್ಕ್ ಧರಿಸಿ ಅಂತರ ಕಾಯ್ದುಕೊಳ್ಳಬೇಕು ಆಸ್ಪತ್ರೆಗಳಲ್ಲಿ ಹಾಸಿಗೆ ಆಮ್ಲಜನಕ ಸೌಲಭ್ಯ ಒದಗಿಸಲಾಗುತ್ತಿದೆ ಲಸಿಕೆ ಪಡೆಯಲು ಎಲ್ಲರೂ ಮುಂದಾಗಬೇಕು xyxy=(272,604,420,620)
masthead-logo xyxy=(109,8,303,68)
dateline-bar xyxy=(6,76,420,86)
right-story-column-1: ಚಿತ್ರದುರ್ಗ, ಮೇ. 11 : ಜಿಲ್ಲೆಯಲ್ಲಿ ಕೋವಿಡ್ ನಿಯಂತ್ರಣಕ್ಕೆ ಅಗತ್ಯ ಕ್ರಮ ಕೈಗೊಳ್ಳಲಾಗಿದೆ ಎಂದು ಜಿಲ್ಲಾಧಿಕಾರಿಗಳು ತಿಳಿಸಿದ್ದಾರೆ ಸಾರ್ವಜನಿಕರು ಮಾಸ್ಕ್ ಧರಿಸಿ ಅಂತರ ಕಾಯ್ದುಕೊಳ್ಳಬೇಕು ಆಸ್ಪತ್ರೆಗಳಲ್ಲಿ ಹಾಸಿಗೆ ಆಮ್ಲಜನಕ ಸೌಲಭ್ಯ ಒದಗಿಸಲಾಗುತ್ತಿದೆ ಲಸಿಕೆ ಪಡೆಯಲು ಎಲ್ಲರೂ ಮುಂದಾಗಬೇಕು ಜಿಲ್ಲೆಯಲ್ಲಿ ಕೋವಿಡ್ ನಿಯಂತ್ರಣಕ್ಕೆ ಅಗತ್ಯ ಕ್ರಮ ಕೈಗೊಳ್ಳಲಾಗಿದೆ ಎಂದು ಜಿಲ್ಲಾಧಿಕಾರಿಗಳು ತಿಳಿಸಿದ್ದಾರೆ ಸಾರ್ವಜನಿಕರು ಮಾಸ್ಕ್ ಧರಿಸಿ ಅಂತರ ಕಾಯ್ದುಕೊಳ್ಳಬೇಕು ಆಸ್ಪತ್ರೆಗಳಲ್ಲಿ ಹಾಸಿಗೆ ಆಮ್ಲಜನಕ ಸೌಲಭ್ಯ ಒದಗಿಸಲಾಗುತ್ತಿದೆ ಲಸಿಕೆ ಪಡೆಯಲು ಎಲ್ಲರೂ ಮುಂದಾಗಬೇಕು xyxy=(272,176,345,230)
